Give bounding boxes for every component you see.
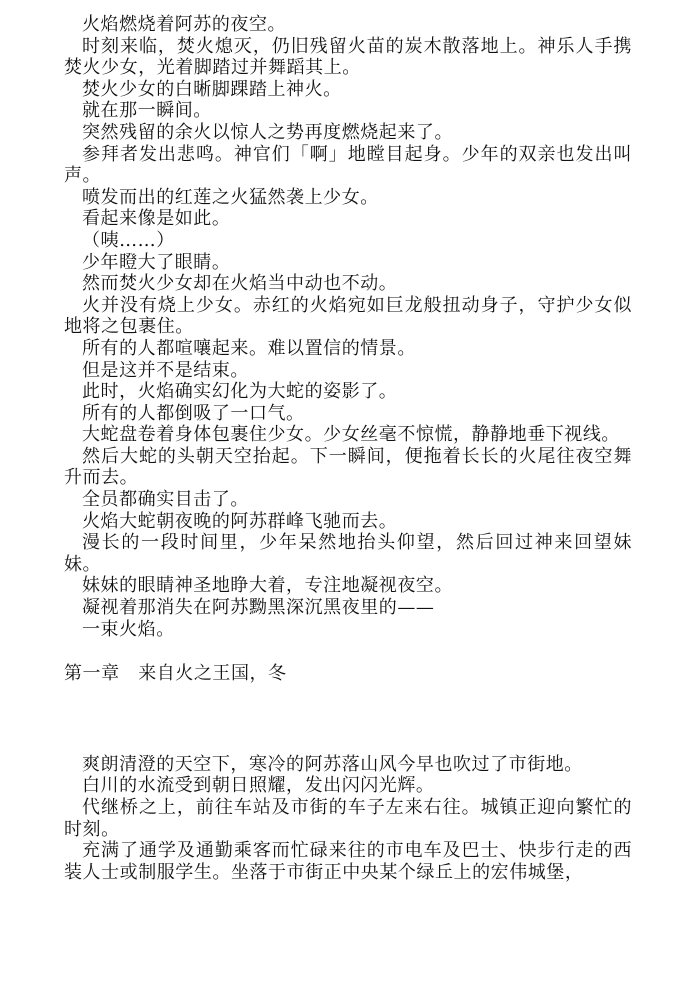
paragraph: 漫长的一段时间里，少年呆然地抬头仰望，然后回过神来回望妹妹。 <box>64 532 632 575</box>
paragraph: 妹妹的眼睛神圣地睁大着，专注地凝视夜空。 <box>82 575 453 597</box>
paragraph: 火并没有烧上少女。赤红的火焰宛如巨龙般扭动身子，守护少女似地将之包裹住。 <box>64 294 632 338</box>
paragraph: 然后大蛇的头朝天空抬起。下一瞬间，便拖着长长的火尾往夜空舞升而去。 <box>64 445 632 489</box>
paragraph: 但是这并不是结束。 <box>82 359 249 381</box>
paragraph: 就在那一瞬间。 <box>82 100 212 122</box>
paragraph: 代继桥之上，前往车站及市街的车子左来右往。城镇正迎向繁忙的时刻。 <box>64 797 632 840</box>
paragraph: 一束火焰。 <box>82 618 175 640</box>
text-body <box>64 14 632 883</box>
paragraph: 全员都确实目击了。 <box>82 489 249 511</box>
paragraph: 突然残留的余火以惊人之势再度燃烧起来了。 <box>82 121 453 143</box>
paragraph: 然而焚火少女却在火焰当中动也不动。 <box>82 273 398 295</box>
paragraph: 白川的水流受到朝日照耀，发出闪闪光辉。 <box>82 775 435 797</box>
chapter-title: 第一章 来自火之王国，冬 <box>64 663 287 685</box>
paragraph: 少年瞪大了眼睛。 <box>82 251 231 273</box>
paragraph: 时刻来临，焚火熄灭，仍旧残留火苗的炭木散落地上。神乐人手携焚火少女，光着脚踏过并舞蹈其上。 <box>64 35 632 79</box>
paragraph: 此时，火焰确实幻化为大蛇的姿影了。 <box>82 381 398 403</box>
paragraph: 火焰燃烧着阿苏的夜空。 <box>82 14 287 35</box>
paragraph: （咦……） <box>82 229 175 251</box>
paragraph: 所有的人都喧嚷起来。难以置信的情景。 <box>82 337 416 359</box>
paragraph: 参拜者发出悲鸣。神官们「啊」地瞠目起身。少年的双亲也发出叫声。 <box>64 143 632 187</box>
paragraph: 充满了通学及通勤乘客而忙碌来往的市电车及巴士、快步行走的西装人士或制服学生。坐落于市街正中央某个绿丘上的宏伟城堡， <box>64 840 632 883</box>
paragraph: 火焰大蛇朝夜晚的阿苏群峰飞驰而去。 <box>82 510 398 532</box>
paragraph: 爽朗清澄的天空下，寒冷的阿苏落山风今早也吹过了市街地。 <box>82 753 583 775</box>
paragraph: 焚火少女的白晰脚踝踏上神火。 <box>82 78 342 100</box>
paragraph: 大蛇盘卷着身体包裹住少女。少女丝毫不惊慌，静静地垂下视线。 <box>82 424 620 446</box>
paragraph: 凝视着那消失在阿苏黝黑深沉黑夜里的—— <box>82 597 435 619</box>
paragraph: 看起来像是如此。 <box>82 208 231 230</box>
paragraph: 所有的人都倒吸了一口气。 <box>82 402 305 424</box>
paragraph: 喷发而出的红莲之火猛然袭上少女。 <box>82 186 379 208</box>
